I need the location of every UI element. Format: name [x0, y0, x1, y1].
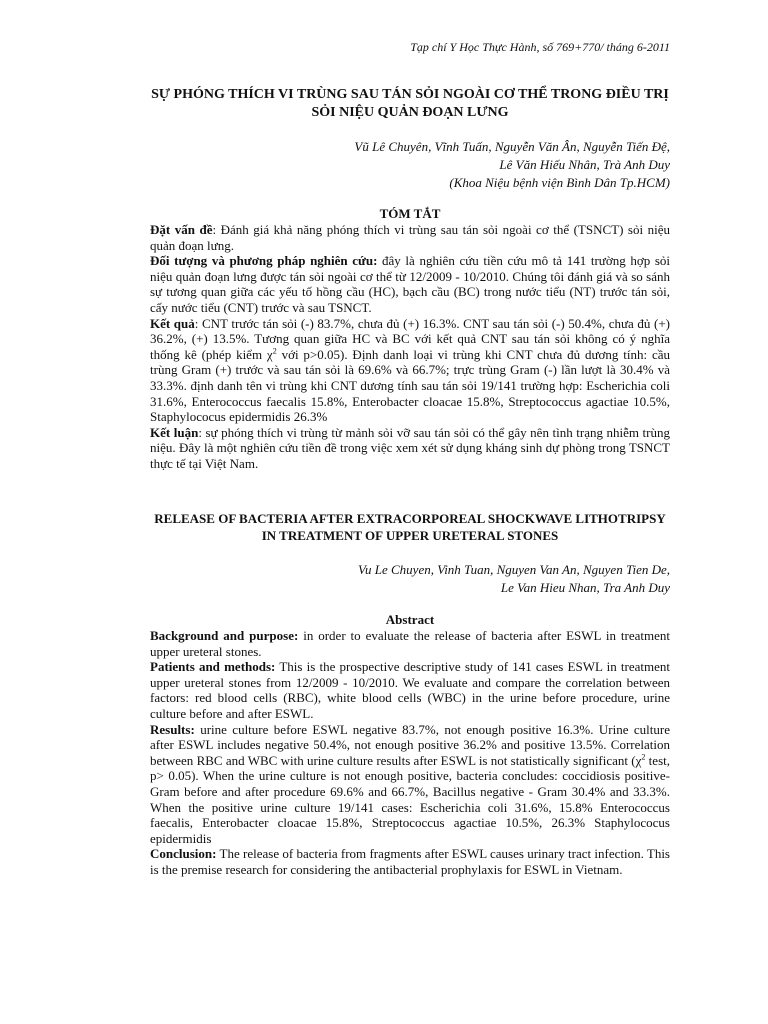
section-label: Conclusion: [150, 846, 217, 862]
section-text: in order to evaluate the release of bacteria after ESWL in treatment upper ureteral stones. [150, 628, 670, 659]
english-authors [358, 561, 670, 597]
author-line: Lê Văn Hiếu Nhân, Trà Anh Duy [499, 157, 670, 172]
section-label: Background and purpose: [150, 628, 299, 643]
abstract-paragraph [150, 425, 670, 472]
section-label: Kết luận [150, 424, 199, 440]
author-line: Le Van Hieu Nhan, Tra Anh Duy [500, 580, 670, 595]
section-text: urine culture before ESWL negative 83.7%, not enough positive 16.3%. Urine culture after ESWL includes negative 50.4%, not enough positive 36.2% and positive 13.5%. Correlation between RBC and WBC with urine culture results after ESWL is not statistically significant (χ [150, 721, 670, 768]
author-line: Vu Le Chuyen, Vinh Tuan, Nguyen Van An, Nguyen Tien De, [358, 562, 670, 577]
abstract-paragraph [150, 253, 670, 315]
section-text: : CNT trước tán sỏi (-) 83.7%, chưa đủ (+) 16.3%. CNT sau tán sỏi (-) 50.4%, chưa đủ (+) 36.2%, (+) 13.5%. Tương quan giữa HC và BC với kết quả CNT sau tán sỏi không có ý nghĩa thống kê (phép kiểm χ [150, 315, 671, 362]
english-title: RELEASE OF BACTERIA AFTER EXTRACORPOREAL SHOCKWAVE LITHOTRIPSY IN TREATMENT OF UPPER URETERAL STONES [154, 511, 666, 543]
section-text: : sự phóng thích vi trùng từ mảnh sỏi vỡ sau tán sỏi có thể gây nên tình trạng nhiễm trùng niệu. Đây là một nghiên cứu tiền đề trong việc xem xét sử dụng kháng sinh dự phòng trong TSNCT thực tế tại Việt Nam. [150, 424, 670, 471]
superscript: 2 [641, 752, 646, 762]
abstract-paragraph [150, 846, 670, 877]
section-text: This is the prospective descriptive study of 141 cases ESWL in treatment upper ureteral stones from 12/2009 - 10/2010. We evaluate and compare the correlation between factors: red blood cells (RBC), white blood cells (WBC) in the urine before procedure, urine culture before and after ESWL. [150, 659, 670, 721]
section-label: Patients and methods: [150, 659, 276, 675]
section-label: Results: [150, 721, 195, 737]
section-text: The release of bacteria from fragments after ESWL causes urinary tract infection. This is the premise research for considering the antibacterial prophylaxis for ESWL in Vietnam. [150, 846, 670, 877]
superscript: 2 [272, 346, 277, 356]
english-abstract-body [150, 628, 670, 878]
vietnamese-authors [354, 138, 670, 192]
section-text: : Đánh giá khả năng phóng thích vi trùng sau tán sỏi ngoài cơ thể (TSNCT) sỏi niệu quản đoạn lưng. [150, 222, 670, 253]
section-text: test, p> 0.05). When the urine culture is not enough positive, bacteria concludes: coccidiosis positive-Gram before and after procedure 69.6% and 66.7%, Bacillus negative - Gram 30.4% and 33.3%. When the positive urine culture 19/141 cases: Escherichia coli 31.6%, 15.8% Enterococcus faecalis, Enterobacter cloacae 15.8%, Streptococcus agactiae 10.5%, 26.3% Staphylococus epidermidis [150, 752, 670, 846]
abstract-paragraph [150, 722, 670, 847]
journal-citation: Tạp chí Y Học Thực Hành, số 769+770/ tháng 6-2011 [410, 40, 670, 54]
section-text: với p>0.05). Định danh loại vi trùng khi CNT chưa đủ dương tính: cầu trùng Gram (+) trước và sau tán sỏi là 69.6% và 66.7%; trực trùng Gram (-) lần lượt là 30.4% và 33.3%. định danh tên vi trùng khi CNT dương tính sau tán sỏi 19/141 trường hợp: Escherichia coli 31.6%, Enterococcus faecalis 15.8%, Enterobacter cloacae 15.8%, Streptococcus agactiae 10.5%, Staphylococus epidermidis 26.3% [150, 346, 670, 425]
vietnamese-abstract-heading: TÓM TẮT [379, 206, 441, 221]
section-label: Đối tượng và phương pháp nghiên cứu: [150, 253, 378, 269]
abstract-paragraph [150, 222, 670, 253]
affiliation-line: (Khoa Niệu bệnh viện Bình Dân Tp.HCM) [449, 175, 670, 190]
author-line: Vũ Lê Chuyên, Vĩnh Tuấn, Nguyễn Văn Ân, Nguyễn Tiến Đệ, [354, 139, 670, 154]
abstract-paragraph [150, 628, 670, 659]
vietnamese-title: SỰ PHÓNG THÍCH VI TRÙNG SAU TÁN SỎI NGOÀI CƠ THỂ TRONG ĐIỀU TRỊ SỎI NIỆU QUẢN ĐOẠN LƯNG [151, 87, 669, 120]
section-label: Đặt vấn đề [150, 222, 213, 237]
section-text: đây là nghiên cứu tiền cứu mô tả 141 trường hợp sỏi niệu quản đoạn lưng được tán sỏi ngoài cơ thể từ 12/2009 - 10/2010. Chúng tôi đánh giá và so sánh sự tương quan giữa các yếu tố hồng cầu (HC), bạch cầu (BC) trong nước tiểu (NT) trước tán sỏi, cấy nước tiểu (CNT) trước và sau TSNCT. [150, 253, 670, 315]
abstract-paragraph [150, 659, 670, 721]
vietnamese-abstract-body [150, 222, 670, 472]
section-label: Kết quả [150, 315, 195, 331]
english-abstract-heading: Abstract [385, 612, 435, 627]
abstract-paragraph [150, 316, 670, 425]
